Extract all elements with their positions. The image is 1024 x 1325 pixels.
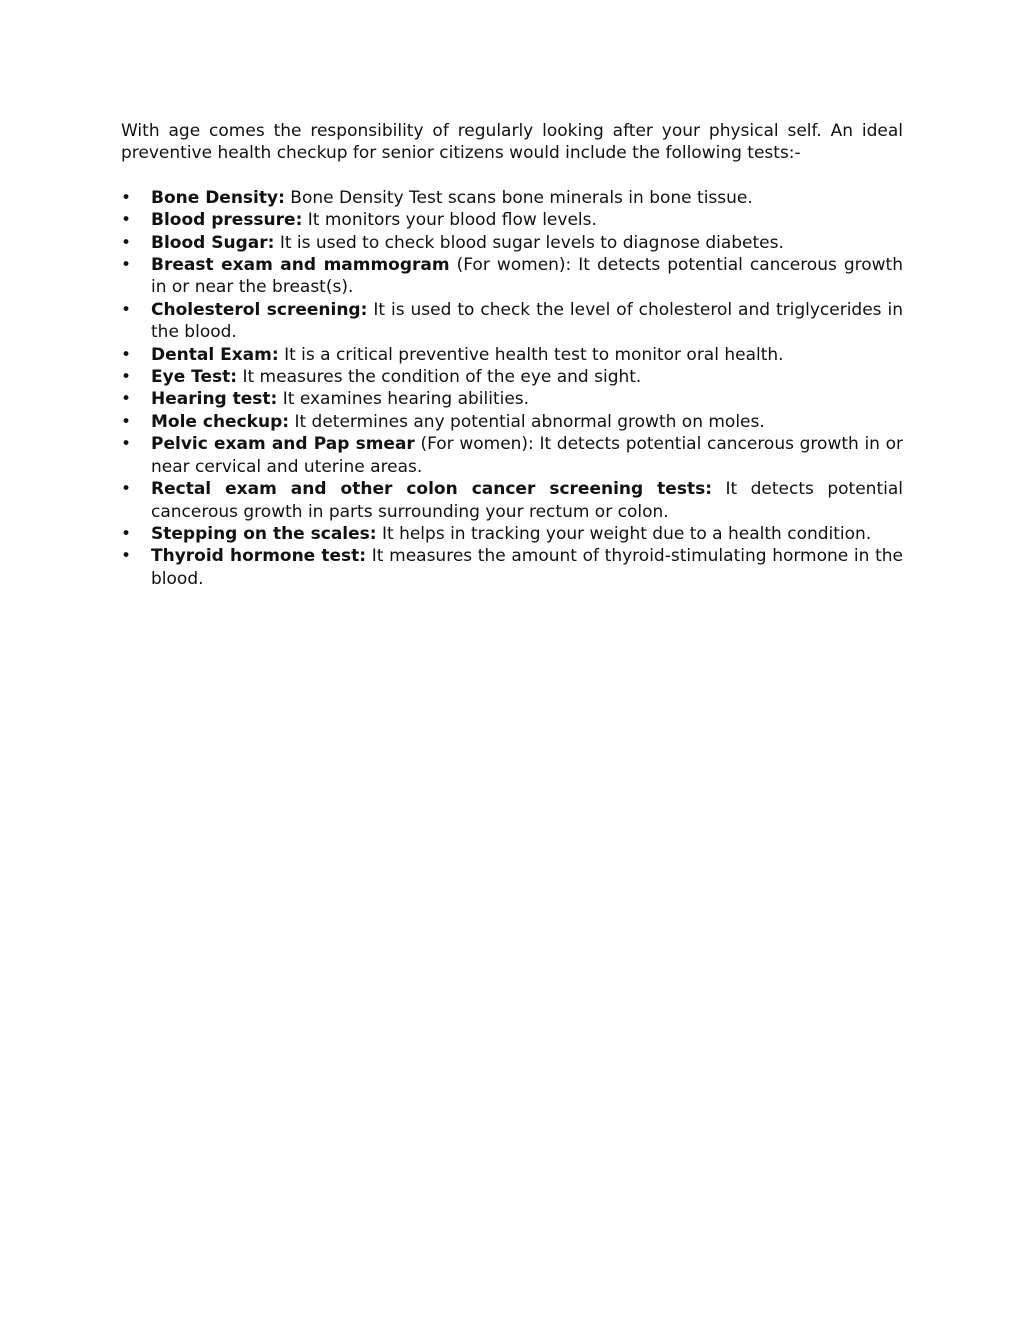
bullet-icon: • (121, 389, 132, 410)
test-description: (For women): It detects potential cancerous growth in or near the breast(s). (151, 255, 903, 298)
list-item (121, 344, 903, 366)
bullet-icon: • (121, 434, 132, 455)
test-term: Eye Test: (151, 367, 238, 388)
bullet-icon: • (121, 479, 132, 500)
test-term: Bone Density: (151, 187, 285, 208)
list-item (121, 254, 903, 299)
list-item (121, 232, 903, 254)
test-description: It determines any potential abnormal growth on moles. (294, 411, 765, 432)
test-description: (For women): It detects potential cancerous growth in or near cervical and uterine areas. (151, 434, 903, 477)
test-description: It is a critical preventive health test to monitor oral health. (284, 344, 784, 365)
test-term: Breast exam and mammogram (151, 255, 450, 276)
test-description: It measures the condition of the eye and sight. (242, 367, 642, 388)
bullet-icon: • (121, 411, 132, 432)
list-item (121, 299, 903, 344)
list-item (121, 209, 903, 231)
test-term: Dental Exam: (151, 344, 279, 365)
test-description: It examines hearing abilities. (282, 389, 530, 410)
test-term: Cholesterol screening: (151, 299, 368, 320)
bullet-icon: • (121, 367, 132, 388)
bullet-icon: • (121, 344, 132, 365)
test-description: It monitors your blood flow levels. (307, 210, 597, 231)
test-term: Pelvic exam and Pap smear (151, 434, 415, 455)
test-term: Hearing test: (151, 389, 278, 410)
test-description: It measures the amount of thyroid-stimulating hormone in the blood. (151, 546, 903, 589)
list-item (121, 433, 903, 478)
bullet-icon: • (121, 255, 132, 276)
test-term: Rectal exam and other colon cancer screening tests: (151, 479, 712, 500)
test-term: Thyroid hormone test: (151, 546, 367, 567)
test-description: It is used to check the level of cholesterol and triglycerides in the blood. (151, 299, 903, 343)
intro-paragraph: With age comes the responsibility of regularly looking after your physical self. An ideal preventive health checkup for senior citizens would include the following tests:- (121, 121, 903, 164)
test-term: Blood Sugar: (151, 232, 275, 253)
bullet-icon: • (121, 187, 132, 208)
bullet-icon: • (121, 210, 132, 231)
bullet-icon: • (121, 232, 132, 253)
bullet-icon: • (121, 299, 132, 320)
list-item (121, 523, 903, 545)
health-test-list (121, 187, 903, 590)
test-term: Mole checkup: (151, 411, 290, 432)
test-description: Bone Density Test scans bone minerals in bone tissue. (290, 187, 753, 208)
test-description: It detects potential cancerous growth in parts surrounding your rectum or colon. (151, 479, 903, 522)
bullet-icon: • (121, 523, 132, 544)
list-item (121, 411, 903, 433)
bullet-icon: • (121, 546, 132, 567)
list-item (121, 366, 903, 388)
list-item (121, 187, 903, 209)
test-description: It is used to check blood sugar levels to diagnose diabetes. (279, 232, 784, 253)
list-item (121, 545, 903, 590)
list-item (121, 478, 903, 523)
document-body (121, 120, 903, 590)
test-term: Stepping on the scales: (151, 523, 377, 544)
test-term: Blood pressure: (151, 210, 303, 231)
list-item (121, 388, 903, 410)
test-description: It helps in tracking your weight due to a health condition. (381, 523, 872, 544)
